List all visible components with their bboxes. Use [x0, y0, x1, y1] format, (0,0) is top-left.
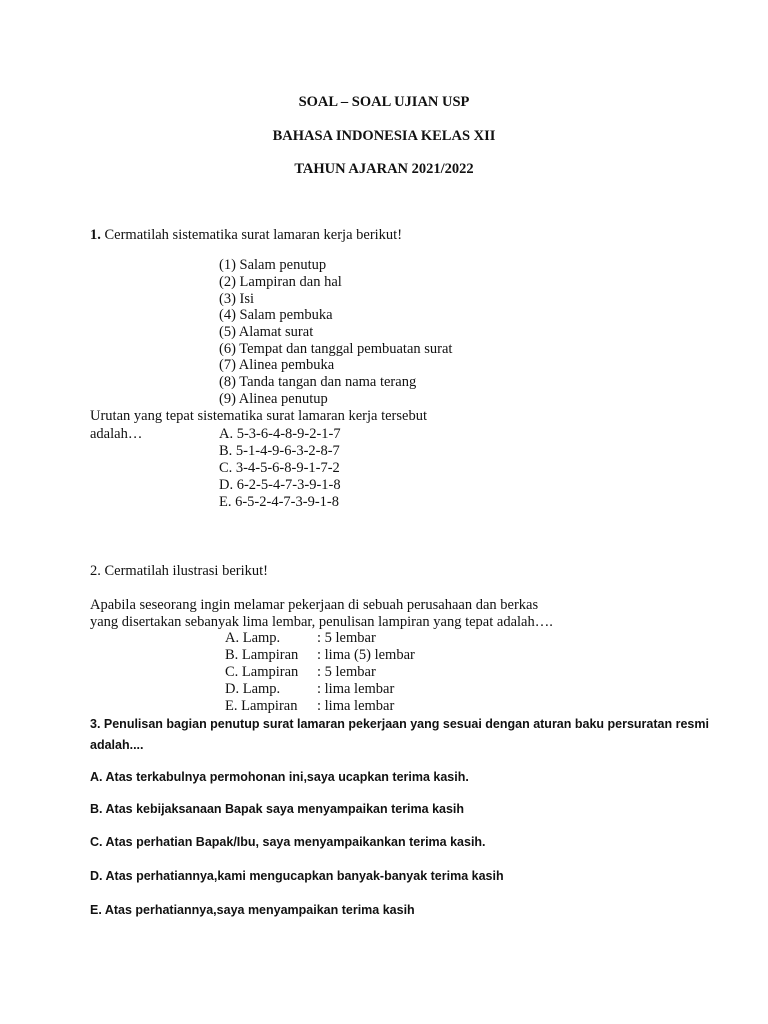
question-2-prompt: 2. Cermatilah ilustrasi berikut!	[90, 563, 268, 579]
q1-item-5: (5) Alamat surat	[219, 324, 314, 340]
q2-option-e-label: E. Lampiran	[225, 698, 298, 714]
q1-item-4: (4) Salam pembuka	[219, 307, 333, 323]
q1-option-b: B. 5-1-4-9-6-3-2-8-7	[219, 443, 340, 459]
q3-option-c: C. Atas perhatian Bapak/Ibu, saya menyampaikankan terima kasih.	[90, 835, 486, 849]
question-1-text: Cermatilah sistematika surat lamaran kerja berikut!	[104, 227, 403, 243]
q2-option-c-value: : 5 lembar	[317, 664, 376, 680]
q2-option-b-value: : lima (5) lembar	[317, 647, 415, 663]
q1-item-3: (3) Isi	[219, 291, 255, 307]
q3-stem-line-2: adalah....	[90, 738, 144, 752]
q2-option-e-value: : lima lembar	[317, 698, 395, 714]
q1-item-6: (6) Tempat dan tanggal pembuatan surat	[219, 341, 453, 357]
q2-option-a-value: : 5 lembar	[317, 630, 376, 646]
q1-option-a: A. 5-3-6-4-8-9-2-1-7	[219, 426, 341, 442]
q2-option-d-label: D. Lamp.	[225, 681, 281, 697]
q1-item-1: (1) Salam penutup	[219, 257, 327, 273]
q3-option-a: A. Atas terkabulnya permohonan ini,saya ucapkan terima kasih.	[90, 770, 469, 784]
exam-title: SOAL – SOAL UJIAN USP	[298, 94, 470, 110]
q1-option-e: E. 6-5-2-4-7-3-9-1-8	[219, 494, 339, 510]
q1-stem-line-1: Urutan yang tepat sistematika surat lamaran kerja tersebut	[90, 408, 427, 424]
q1-stem-line-2: adalah…	[90, 426, 143, 442]
question-1-prompt	[90, 227, 402, 244]
q2-option-d-value: : lima lembar	[317, 681, 395, 697]
q3-option-e: E. Atas perhatiannya,saya menyampaikan terima kasih	[90, 903, 415, 917]
q1-item-9: (9) Alinea penutup	[219, 391, 328, 407]
q2-option-a-label: A. Lamp.	[225, 630, 281, 646]
exam-year: TAHUN AJARAN 2021/2022	[294, 161, 474, 177]
q1-item-2: (2) Lampiran dan hal	[219, 274, 342, 290]
q1-item-7: (7) Alinea pembuka	[219, 357, 335, 373]
q2-stem-line-1: Apabila seseorang ingin melamar pekerjaan di sebuah perusahaan dan berkas	[90, 597, 539, 613]
exam-subject: BAHASA INDONESIA KELAS XII	[272, 128, 496, 144]
q1-option-d: D. 6-2-5-4-7-3-9-1-8	[219, 477, 341, 493]
question-1-number: 1.	[90, 227, 101, 243]
q1-item-8: (8) Tanda tangan dan nama terang	[219, 374, 417, 390]
q3-option-d: D. Atas perhatiannya,kami mengucapkan banyak-banyak terima kasih	[90, 869, 504, 883]
q3-option-b: B. Atas kebijaksanaan Bapak saya menyampaikan terima kasih	[90, 802, 465, 816]
q2-option-c-label: C. Lampiran	[225, 664, 299, 680]
q1-option-c: C. 3-4-5-6-8-9-1-7-2	[219, 460, 340, 476]
q2-option-b-label: B. Lampiran	[225, 647, 299, 663]
q3-stem-line-1: 3. Penulisan bagian penutup surat lamaran pekerjaan yang sesuai dengan aturan baku persuratan resmi	[90, 717, 709, 731]
q2-stem-line-2: yang disertakan sebanyak lima lembar, penulisan lampiran yang tepat adalah….	[90, 614, 553, 630]
